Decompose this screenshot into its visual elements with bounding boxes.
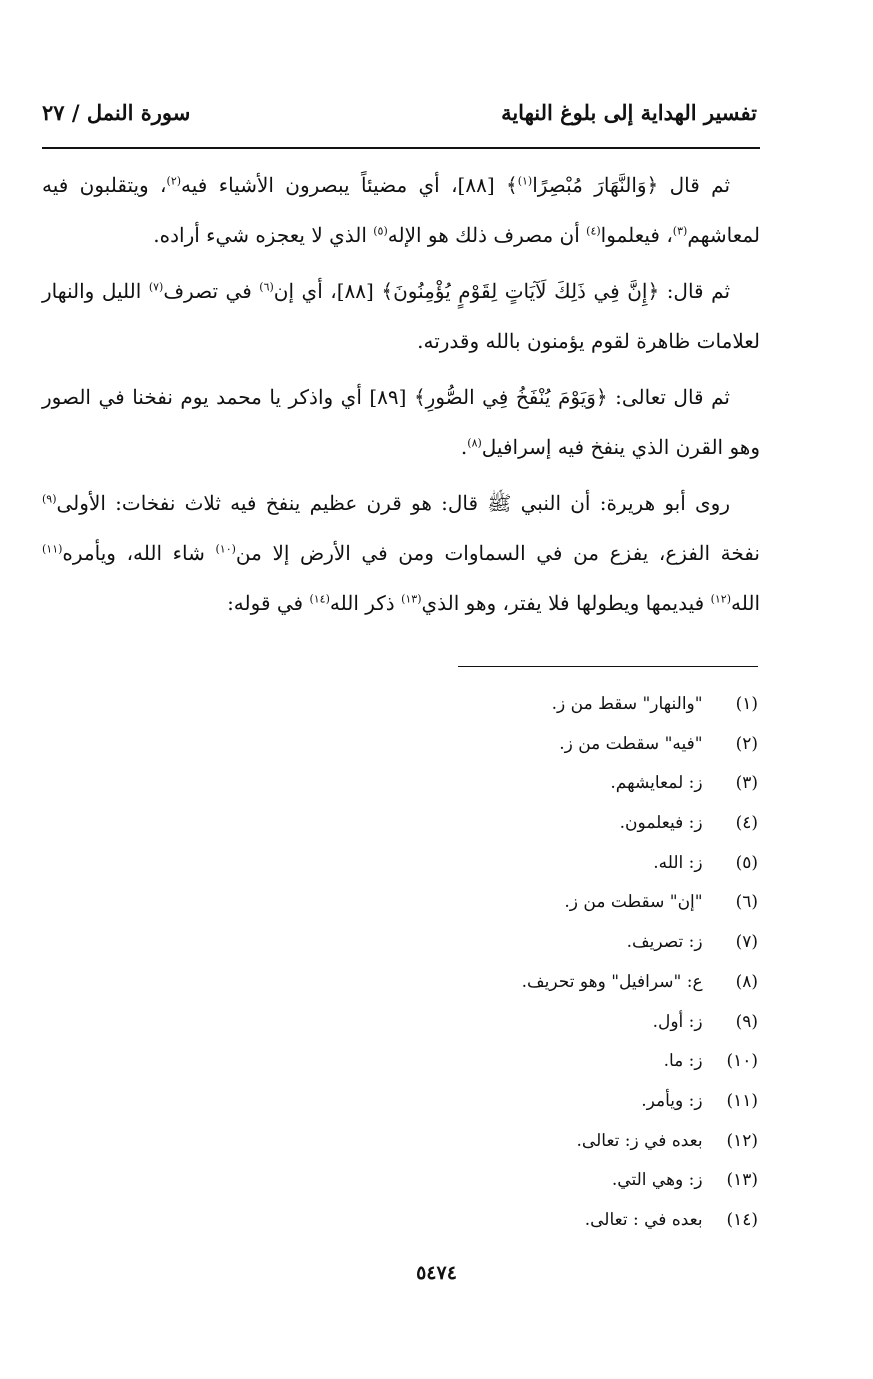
footnote-item xyxy=(338,928,758,968)
footnote-number: (٢) xyxy=(735,733,758,754)
footnote-item xyxy=(338,1127,758,1167)
footnote-text: ز: ويأمر. xyxy=(641,1090,703,1111)
footnote-ref: (٣) xyxy=(672,224,688,238)
book-title: تفسير الهداية إلى بلوغ النهاية xyxy=(501,100,757,125)
footnote-text: ز: فيعلمون. xyxy=(619,813,703,834)
footnote-ref: (٢) xyxy=(166,174,182,188)
footnote-item xyxy=(338,809,758,849)
footnote-rule xyxy=(458,666,758,667)
header-rule xyxy=(42,147,760,149)
footnote-number: (١٢) xyxy=(726,1130,758,1151)
footnote-ref: (١١) xyxy=(42,542,63,556)
footnote-ref: (٨) xyxy=(467,436,482,450)
footnote-item xyxy=(338,1087,758,1127)
footnote-ref: (١٤) xyxy=(309,592,330,606)
footnote-ref: (١٠) xyxy=(215,542,236,556)
paragraph xyxy=(42,372,760,472)
text-segment: ، فيعلموا xyxy=(600,223,673,247)
footnote-item xyxy=(338,1047,758,1087)
footnote-ref: (٥) xyxy=(373,224,388,238)
footnote-item xyxy=(338,849,758,889)
footnote-item xyxy=(338,769,758,809)
footnote-text: ز: أول. xyxy=(652,1011,703,1032)
footnote-text: ز: الله. xyxy=(653,852,703,873)
text-segment: ثم قال: ﴿إِنَّ فِي ذَلِكَ لَآيَاتٍ لِقَوْمٍ يُؤْمِنُونَ﴾ [٨٨]، أي إن xyxy=(273,279,731,303)
footnote-ref: (٩) xyxy=(42,492,57,506)
text-segment: في تصرف xyxy=(163,279,260,303)
footnote-item xyxy=(338,690,758,730)
footnote-number: (١) xyxy=(735,694,758,714)
footnote-number: (١٤) xyxy=(726,1209,758,1230)
footnote-item xyxy=(338,1206,758,1246)
footnote-item xyxy=(338,968,758,1008)
footnote-number: (٦) xyxy=(735,892,758,913)
text-segment: ثم قال تعالى: ﴿وَيَوْمَ يُنْفَخُ فِي الصُّورِ﴾ [٨٩] أي واذكر يا محمد يوم نفخنا في الصور وهو القرن الذي ينفخ فيه إسرافيل xyxy=(42,385,760,459)
footnote-number: (١٣) xyxy=(726,1170,758,1191)
text-segment: ثم قال xyxy=(658,173,731,197)
footnotes-list xyxy=(338,690,758,1246)
footnote-text: "إن" سقطت من ز. xyxy=(564,892,703,913)
footnote-number: (٥) xyxy=(735,852,758,873)
footnote-text: بعده في : تعالى. xyxy=(584,1209,703,1230)
footnote-ref: (٧) xyxy=(148,280,164,294)
text-segment: أن مصرف ذلك هو الإله xyxy=(387,223,587,247)
footnote-ref: (١٢) xyxy=(710,592,731,606)
text-segment: الله xyxy=(731,591,760,615)
footnote-number: (٣) xyxy=(735,773,758,794)
text-segment: الذي لا يعجزه شيء أراده. xyxy=(153,223,374,247)
footnote-ref: (٤) xyxy=(586,224,601,238)
footnote-number: (٤) xyxy=(735,813,758,834)
footnote-ref: (١٣) xyxy=(401,592,422,606)
footnote-text: ز: لمعايشهم. xyxy=(610,773,703,794)
text-segment: في قوله: xyxy=(227,591,310,615)
text-segment: . xyxy=(460,435,468,459)
text-segment: ﴿وَالنَّهَارَ مُبْصِرًا xyxy=(532,173,659,197)
footnote-text: ز: تصريف. xyxy=(626,932,703,953)
footnote-text: ز: ما. xyxy=(663,1051,703,1072)
footnote-number: (٨) xyxy=(735,971,758,992)
footnote-text: "فيه" سقطت من ز. xyxy=(559,733,703,754)
text-segment: ﴾ [٨٨]، أي مضيئاً يبصرون الأشياء فيه xyxy=(181,173,518,197)
footnote-text: "والنهار" سقط من ز. xyxy=(551,694,703,714)
footnote-ref: (٦) xyxy=(259,280,274,294)
text-segment: شاء الله، ويأمره xyxy=(62,541,216,565)
footnote-item xyxy=(338,730,758,770)
main-text xyxy=(42,160,760,634)
footnote-text: بعده في ز: تعالى. xyxy=(576,1130,703,1151)
footnote-number: (١٠) xyxy=(726,1051,758,1072)
running-header xyxy=(42,96,757,138)
footnote-number: (٩) xyxy=(735,1011,758,1032)
text-segment: نفخة الفزع، يفزع من في السماوات ومن في الأرض إلا من xyxy=(235,541,760,565)
footnote-item xyxy=(338,1166,758,1206)
paragraph xyxy=(42,478,760,628)
footnote-ref: (١) xyxy=(517,174,533,188)
paragraph xyxy=(42,266,760,366)
page-number: ٥٤٧٤ xyxy=(416,1262,457,1284)
text-segment: فيديمها ويطولها فلا يفتر، وهو الذي xyxy=(421,591,711,615)
text-segment: ، ويتقلبون فيه لمعاشهم xyxy=(42,173,760,247)
text-segment: الليل والنهار لعلامات ظاهرة لقوم يؤمنون بالله وقدرته. xyxy=(42,279,760,353)
paragraph xyxy=(42,160,760,260)
footnote-item xyxy=(338,888,758,928)
surah-page-label: سورة النمل / ٢٧ xyxy=(42,100,191,125)
text-segment: روى أبو هريرة: أن النبي ﷺ قال: هو قرن عظيم ينفخ فيه ثلاث نفخات: الأولى xyxy=(56,491,730,515)
footnote-text: ز: وهي التي. xyxy=(611,1170,703,1191)
footnote-text: ع: "سرافيل" وهو تحريف. xyxy=(521,971,703,992)
footnote-item xyxy=(338,1008,758,1048)
text-segment: ذكر الله xyxy=(329,591,402,615)
footnote-number: (٧) xyxy=(735,932,758,953)
footnote-number: (١١) xyxy=(726,1090,758,1111)
